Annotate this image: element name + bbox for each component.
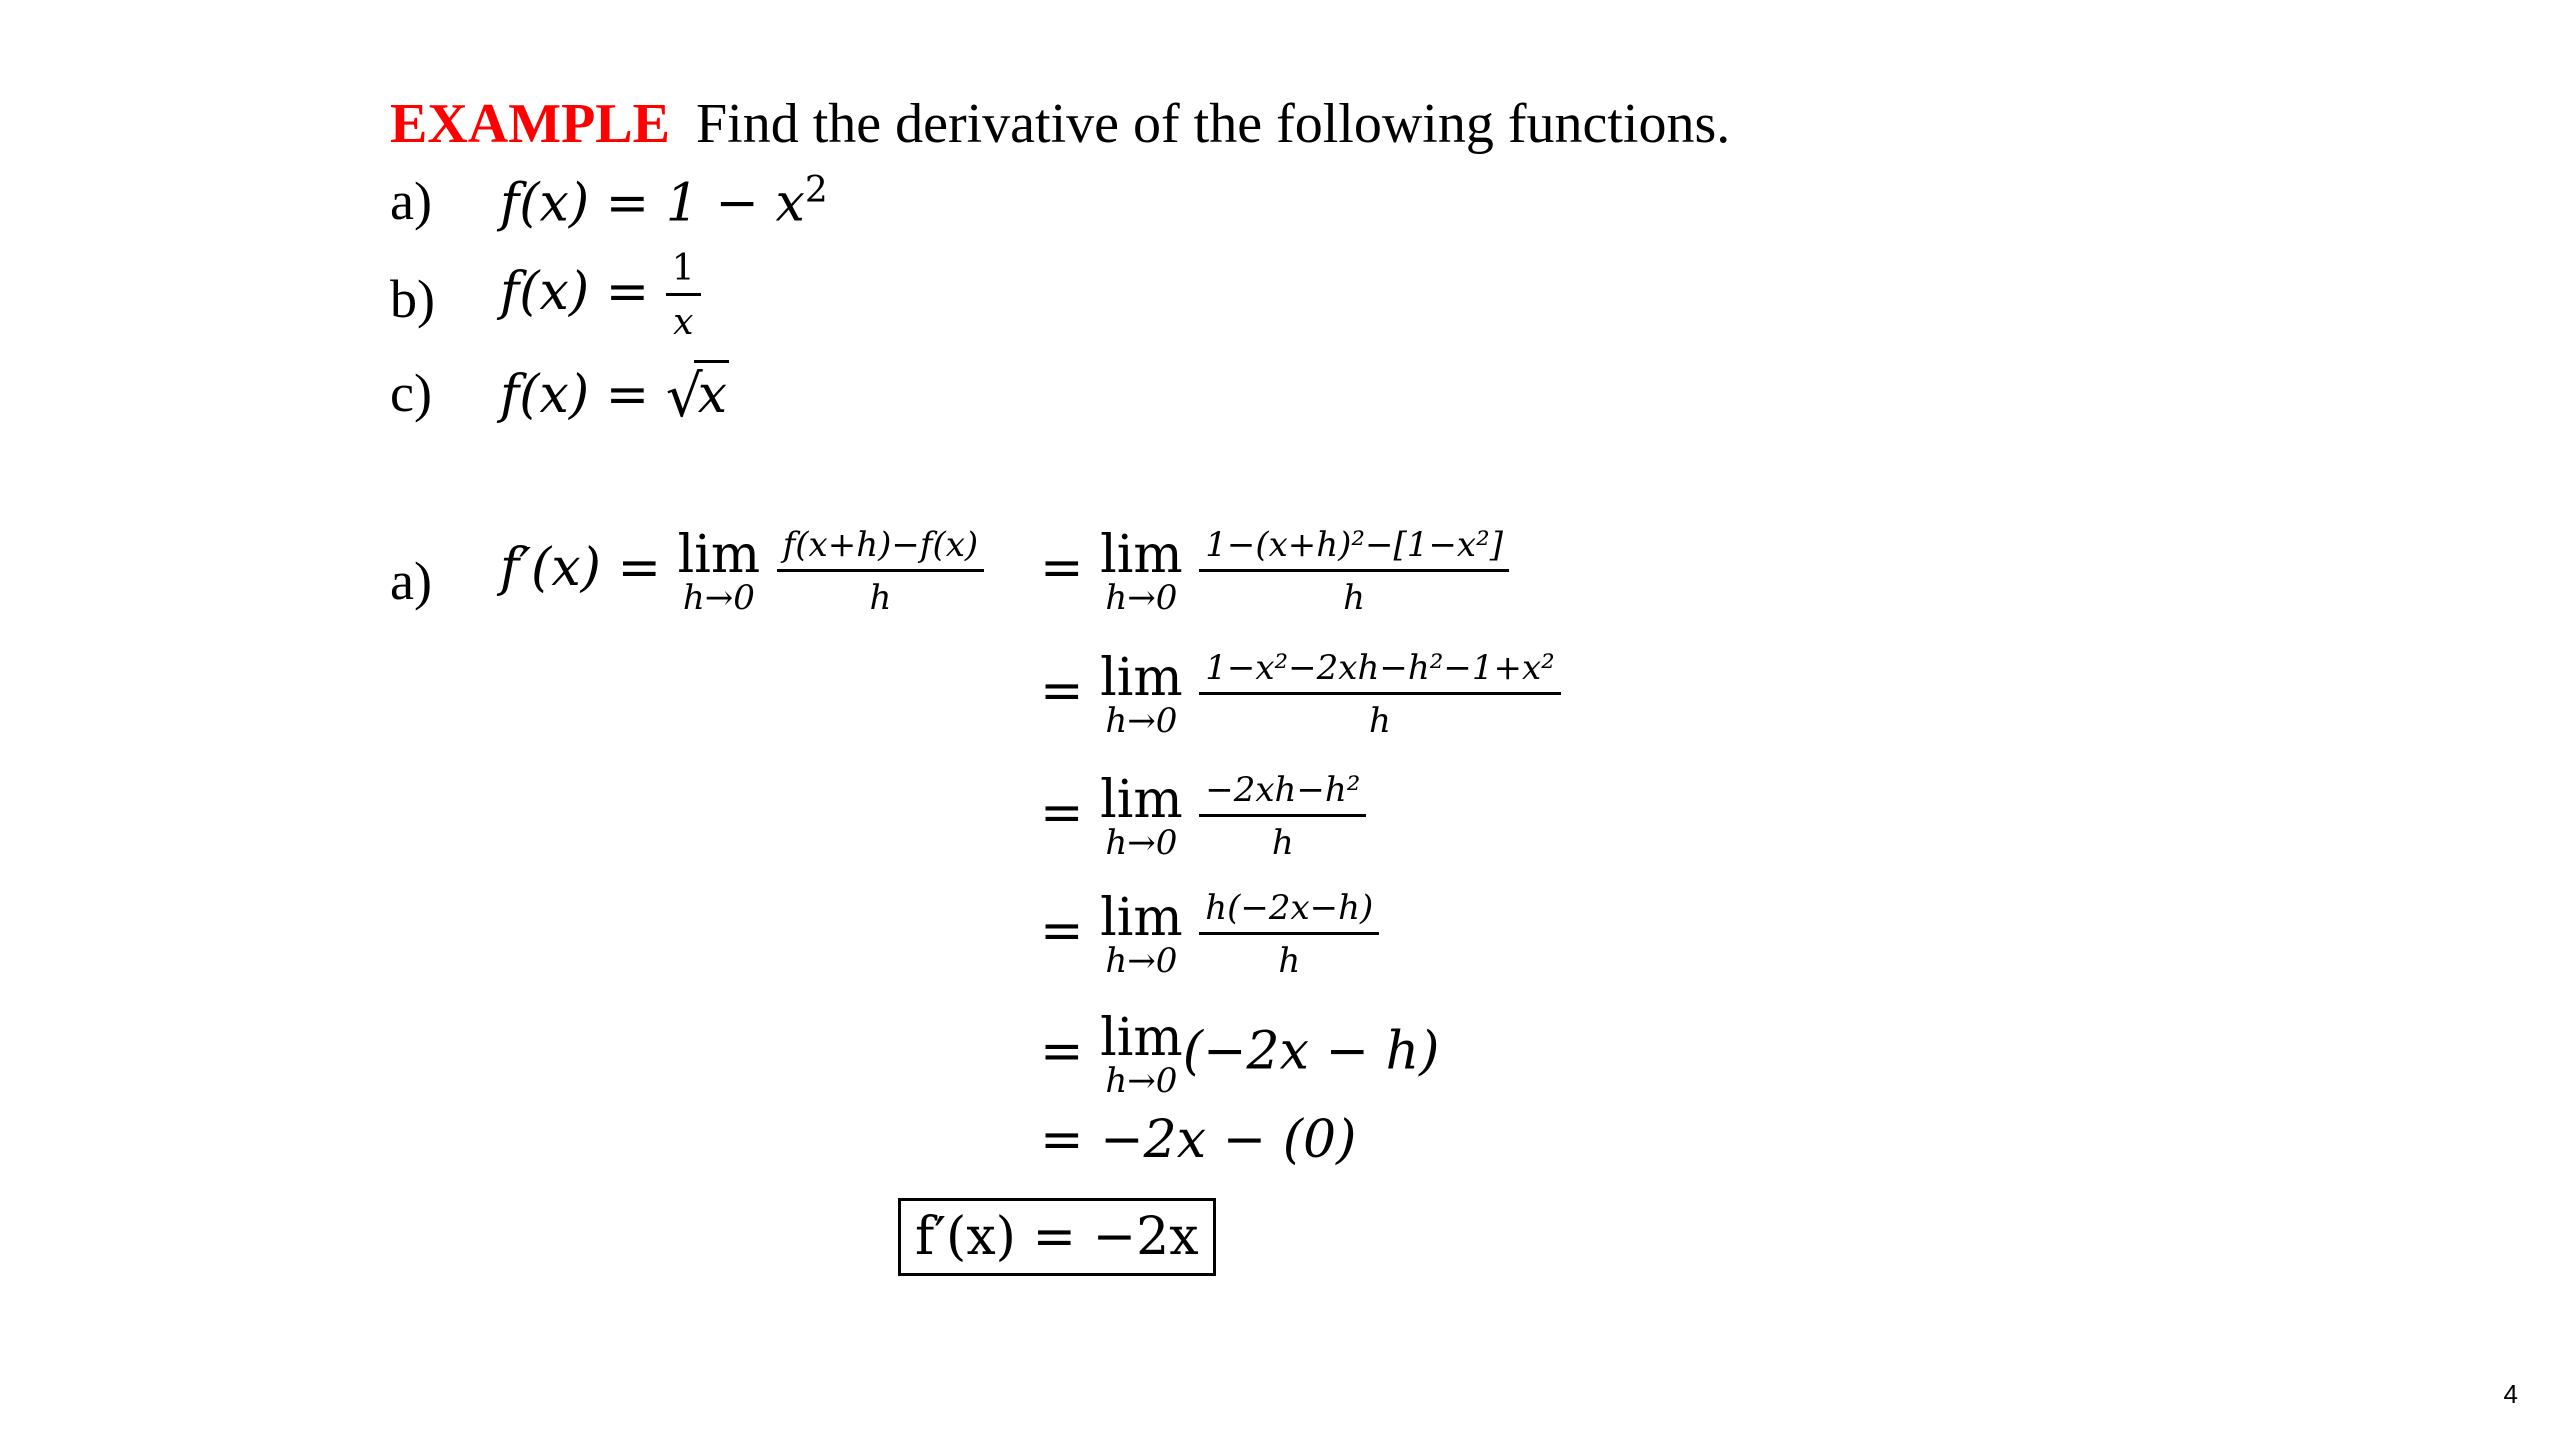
example-instruction: Find the derivative of the following functions. bbox=[696, 93, 1731, 155]
solution-step-4: = lim h→0 $\frac{\text{−2xh−h²}}{h}$ bbox=[1040, 770, 1366, 863]
solution-step-2: = lim h→0 $\frac{\text{1−(x+h)²−[1−x²]}}{h}$ bbox=[1040, 525, 1509, 618]
solution-step-5: = lim h→0 $\frac{h(-2x-h)}{h}$ bbox=[1040, 888, 1379, 981]
fraction: $\frac{\text{−2xh−h²}}{h}$ bbox=[1199, 770, 1366, 863]
limit: lim h→0 bbox=[677, 524, 761, 618]
fraction: $\frac{f(x+h)-f(x)}{h}$ bbox=[777, 525, 984, 618]
fraction: $\frac{h(-2x-h)}{h}$ bbox=[1199, 888, 1379, 981]
fraction: $\frac{\text{1−(x+h)²−[1−x²]}}{h}$ bbox=[1199, 525, 1509, 618]
limit: lim h→0 bbox=[1100, 769, 1183, 863]
solution-step-6: = lim h→0 (−2x − h) bbox=[1040, 1008, 1440, 1101]
problem-c-label: c) bbox=[390, 363, 432, 423]
limit: lim h→0 bbox=[1100, 524, 1183, 618]
limit: lim h→0 bbox=[1100, 1008, 1183, 1101]
square-root: √ x bbox=[665, 362, 728, 430]
solution-step-1: f′(x) = lim h→0 $\frac{f(x+h)-f(x)}{h}$ bbox=[500, 525, 984, 618]
problem-a-expression: $f(x) = 1 - x^2$ bbox=[500, 170, 828, 234]
problem-b-expression: f(x) = $\frac{1}{x}$ bbox=[500, 248, 701, 343]
final-answer-box: f′(x) = −2x bbox=[898, 1198, 1216, 1276]
problem-a bbox=[390, 170, 432, 232]
fraction: $\frac{\text{1−x²−2xh−h²−1+x²}}{h}$ bbox=[1199, 648, 1561, 741]
limit: lim h→0 bbox=[1100, 647, 1183, 741]
problem-c-expression: f(x) = √ x bbox=[500, 362, 728, 430]
solution-label: a) bbox=[390, 551, 432, 611]
problem-b bbox=[390, 268, 435, 330]
limit: lim h→0 bbox=[1100, 887, 1183, 981]
fraction: $\frac{1}{x}$ bbox=[666, 248, 701, 343]
problem-a-label: a) bbox=[390, 171, 432, 231]
problem-b-label: b) bbox=[390, 269, 435, 329]
example-keyword: EXAMPLE bbox=[390, 93, 670, 155]
solution-step-7: = −2x − (0) bbox=[1040, 1110, 1357, 1170]
example-heading bbox=[390, 92, 1730, 156]
page-number: 4 bbox=[2503, 1379, 2518, 1409]
solution-step-3: = lim h→0 $\frac{\text{1−x²−2xh−h²−1+x²}}{h}$ bbox=[1040, 648, 1561, 741]
problem-c bbox=[390, 362, 432, 424]
